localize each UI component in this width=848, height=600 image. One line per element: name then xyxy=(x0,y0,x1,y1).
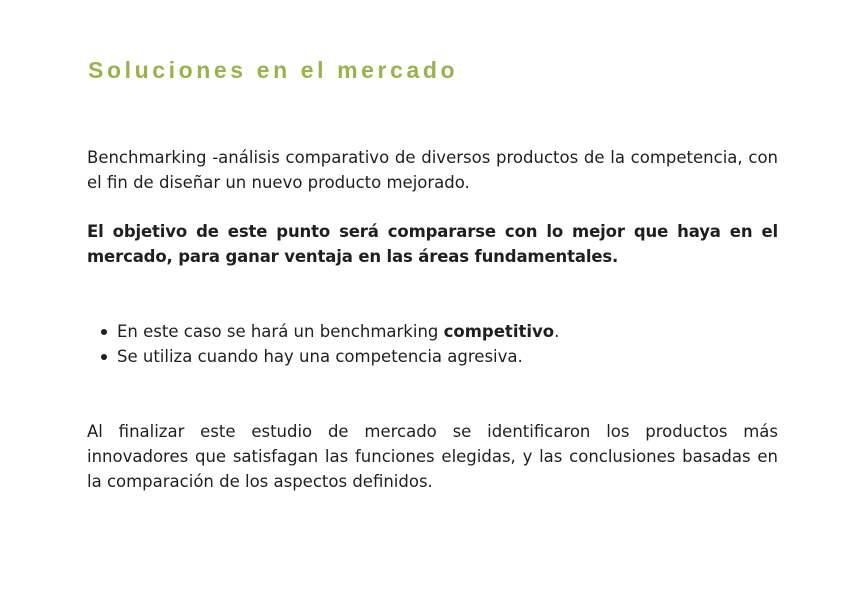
bullet-icon xyxy=(101,329,107,335)
objective-paragraph: El objetivo de este punto será compararse con lo mejor que haya en el mercado, para ganar ventaja en las áreas fundamentales. xyxy=(87,222,778,266)
conclusion-paragraph: Al finalizar este estudio de mercado se identificaron los productos más innovadores que satisfagan las funciones elegidas, y las conclusiones basadas en la comparación de los aspectos definidos. xyxy=(87,422,778,491)
bullet-text: Se utiliza cuando hay una competencia agresiva. xyxy=(117,347,523,366)
list-item xyxy=(87,344,559,369)
bullet-list xyxy=(87,319,559,369)
list-item xyxy=(87,319,559,344)
document-page xyxy=(87,0,778,600)
intro-paragraph: Benchmarking -análisis comparativo de diversos productos de la competencia, con el fin de diseñar un nuevo producto mejorado. xyxy=(87,148,778,192)
bullet-emphasis: competitivo xyxy=(443,322,555,341)
bullet-icon xyxy=(101,354,107,360)
bullet-text: En este caso se hará un benchmarking xyxy=(117,322,444,341)
bullet-text-end: . xyxy=(554,322,560,341)
page-title: Soluciones en el mercado xyxy=(88,57,459,83)
